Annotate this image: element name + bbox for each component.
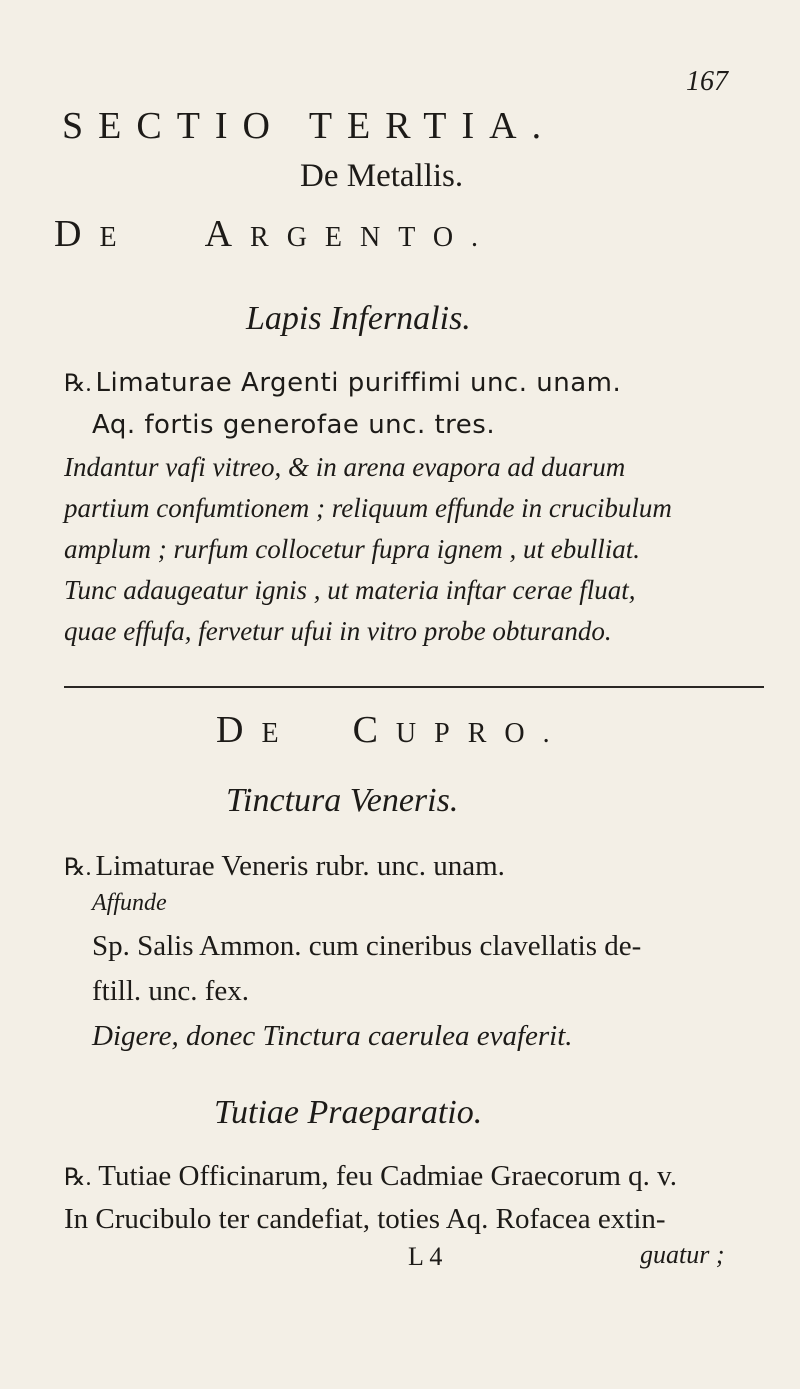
recipe-line	[64, 1160, 677, 1193]
recipe-line: In Crucibulo ter candefiat, toties Aq. Rofacea extin-	[64, 1203, 666, 1235]
recipe-title-tutiae-praeparatio: Tutiae Praeparatio.	[214, 1094, 483, 1131]
heading-de-cupro	[216, 708, 568, 752]
heading-word-initial: C	[352, 709, 396, 751]
section-title: SECTIO TERTIA.	[62, 105, 557, 147]
heading-word-rest: UPRO.	[395, 718, 568, 749]
instruction-line: Digere, donec Tinctura caerulea evaferit.	[92, 1020, 573, 1052]
chapter-subtitle: De Metallis.	[300, 158, 464, 194]
heading-word-rest: RGENTO.	[250, 222, 497, 253]
catchword: guatur ;	[640, 1240, 725, 1269]
signature-mark: L 4	[408, 1242, 443, 1271]
instruction-line: amplum ; rurfum collocetur fupra ignem , ut ebulliat.	[64, 534, 640, 564]
recipe-title-tinctura-veneris: Tinctura Veneris.	[226, 782, 459, 819]
recipe-text: Limaturae Argenti puriffimi unc. unam.	[95, 368, 622, 398]
recipe-line	[64, 368, 621, 398]
instruction-line: partium confumtionem ; reliquum effunde in crucibulum	[64, 493, 672, 523]
heading-de-initial: D	[216, 709, 262, 751]
recipe-line	[64, 850, 505, 883]
recipe-line: Sp. Salis Ammon. cum cineribus clavellatis de-	[92, 930, 642, 962]
instruction-word: Affunde	[92, 890, 167, 916]
recipe-line: ftill. unc. fex.	[92, 975, 250, 1007]
recipe-line: Aq. fortis generofae unc. tres.	[92, 410, 496, 440]
instruction-line: quae effufa, fervetur ufui in vitro probe obturando.	[64, 616, 612, 646]
heading-de-argento	[54, 212, 496, 256]
heading-de-rest: E	[99, 222, 135, 253]
instruction-line: Indantur vafi vitreo, & in arena evapora ad duarum	[64, 452, 626, 482]
recipe-text: Tutiae Officinarum, feu Cadmiae Graecorum q. v.	[98, 1160, 678, 1192]
recipe-symbol: ℞.	[64, 855, 92, 881]
recipe-symbol: ℞.	[64, 371, 92, 397]
recipe-title-lapis-infernalis: Lapis Infernalis.	[246, 300, 471, 337]
section-divider	[64, 686, 764, 688]
page-number: 167	[686, 66, 728, 97]
heading-de-initial: D	[54, 213, 100, 255]
instruction-line: Tunc adaugeatur ignis , ut materia inftar cerae fluat,	[64, 575, 636, 605]
recipe-symbol: ℞.	[64, 1165, 92, 1191]
heading-de-rest: E	[261, 718, 297, 749]
heading-word-initial: A	[204, 213, 251, 255]
recipe-text: Limaturae Veneris rubr. unc. unam.	[95, 850, 505, 882]
